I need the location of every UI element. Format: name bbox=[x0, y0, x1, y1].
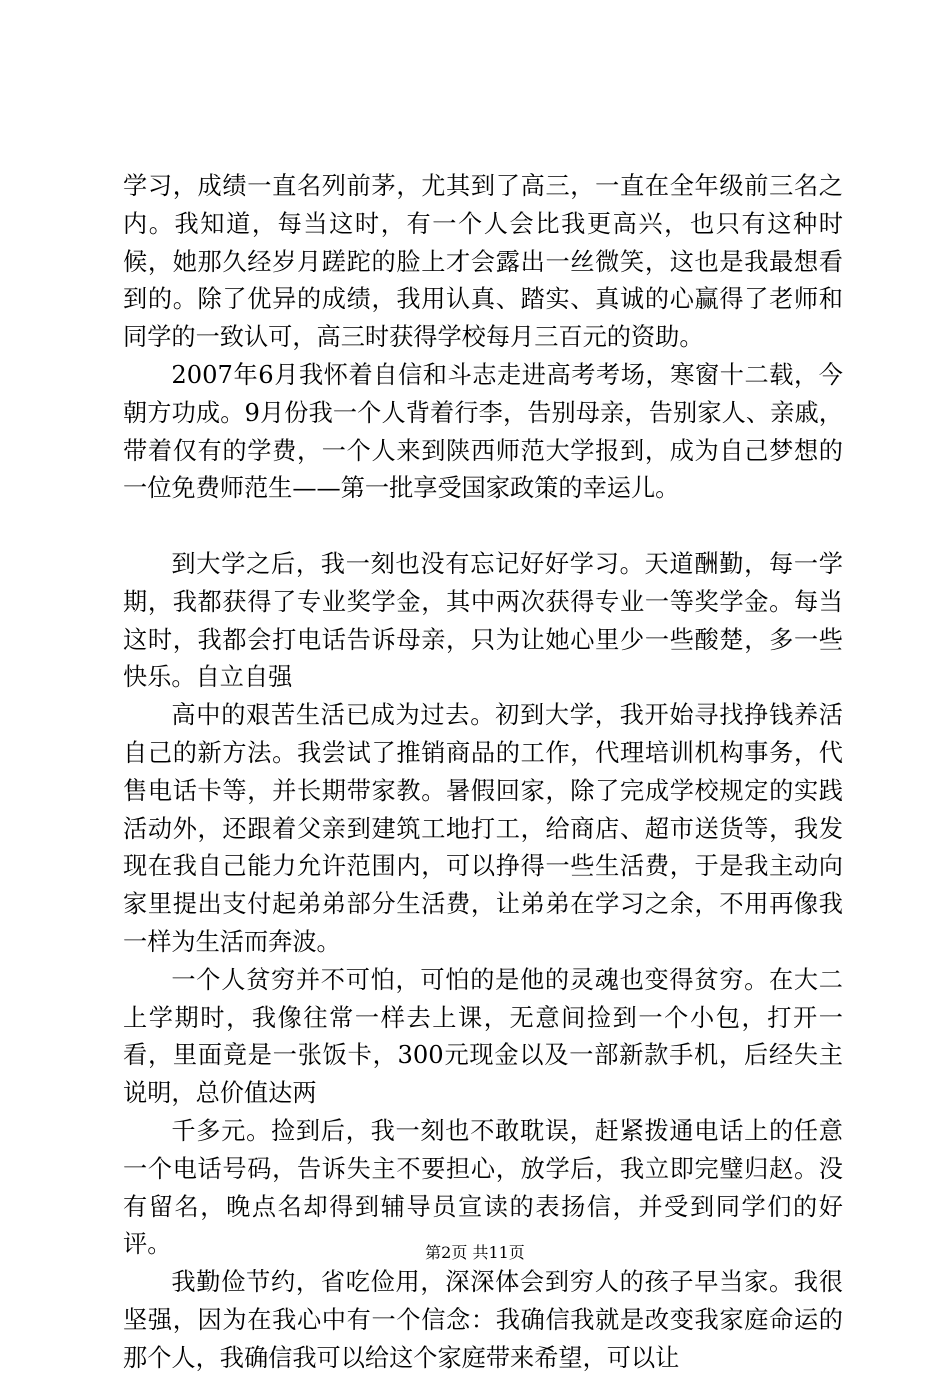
paragraph-4: 高中的艰苦生活已成为过去。初到大学，我开始寻找挣钱养活自己的新方法。我尝试了推销商品的工作，代理培训机构事务，代售电话卡等，并长期带家教。暑假回家，除了完成学校规定的实践活动外，还跟着父亲到建筑工地打工，给商店、超市送货等，我发现在我自己能力允许范围内，可以挣得一些生活费，于是我主动向家里提出支付起弟弟部分生活费，让弟弟在学习之余，不用再像我一样为生活而奔波。 bbox=[123, 701, 843, 956]
paragraph-2: 2007年6月我怀着自信和斗志走进高考考场，寒窗十二载，今朝方功成。9月份我一个人背着行李，告别母亲，告别家人、亲戚，带着仅有的学费，一个人来到陕西师范大学报到，成为自己梦想的一位免费师范生——第一批享受国家政策的幸运儿。 bbox=[123, 360, 843, 503]
paragraph-1: 学习，成绩一直名列前茅，尤其到了高三，一直在全年级前三名之内。我知道，每当这时，有一个人会比我更高兴，也只有这种时候，她那久经岁月蹉跎的脸上才会露出一丝微笑，这也是我最想看到的。除了优异的成绩，我用认真、踏实、真诚的心赢得了老师和同学的一致认可，高三时获得学校每月三百元的资助。 bbox=[123, 172, 843, 352]
page-number-label: 第2页 共11页 bbox=[425, 1243, 525, 1262]
document-body bbox=[123, 168, 843, 1378]
paragraph-7: 我勤俭节约，省吃俭用，深深体会到穷人的孩子早当家。我很坚强，因为在我心中有一个信念：我确信我就是改变我家庭命运的那个人，我确信我可以给这个家庭带来希望，可以让 bbox=[123, 1268, 843, 1372]
paragraph-6: 千多元。捡到后，我一刻也不敢耽误，赶紧拨通电话上的任意一个电话号码，告诉失主不要担心，放学后，我立即完璧归赵。没有留名，晚点名却得到辅导员宣读的表扬信，并受到同学们的好评。 bbox=[123, 1116, 843, 1259]
page-footer bbox=[0, 1243, 950, 1263]
paragraph-5: 一个人贫穷并不可怕，可怕的是他的灵魂也变得贫穷。在大二上学期时，我像往常一样去上课，无意间捡到一个小包，打开一看，里面竟是一张饭卡，300元现金以及一部新款手机，后经失主说明，总价值达两 bbox=[123, 965, 843, 1108]
paragraph-3: 到大学之后，我一刻也没有忘记好好学习。天道酬勤，每一学期，我都获得了专业奖学金，其中两次获得专业一等奖学金。每当这时，我都会打电话告诉母亲，只为让她心里少一些酸楚，多一些快乐。自立自强 bbox=[123, 549, 843, 692]
